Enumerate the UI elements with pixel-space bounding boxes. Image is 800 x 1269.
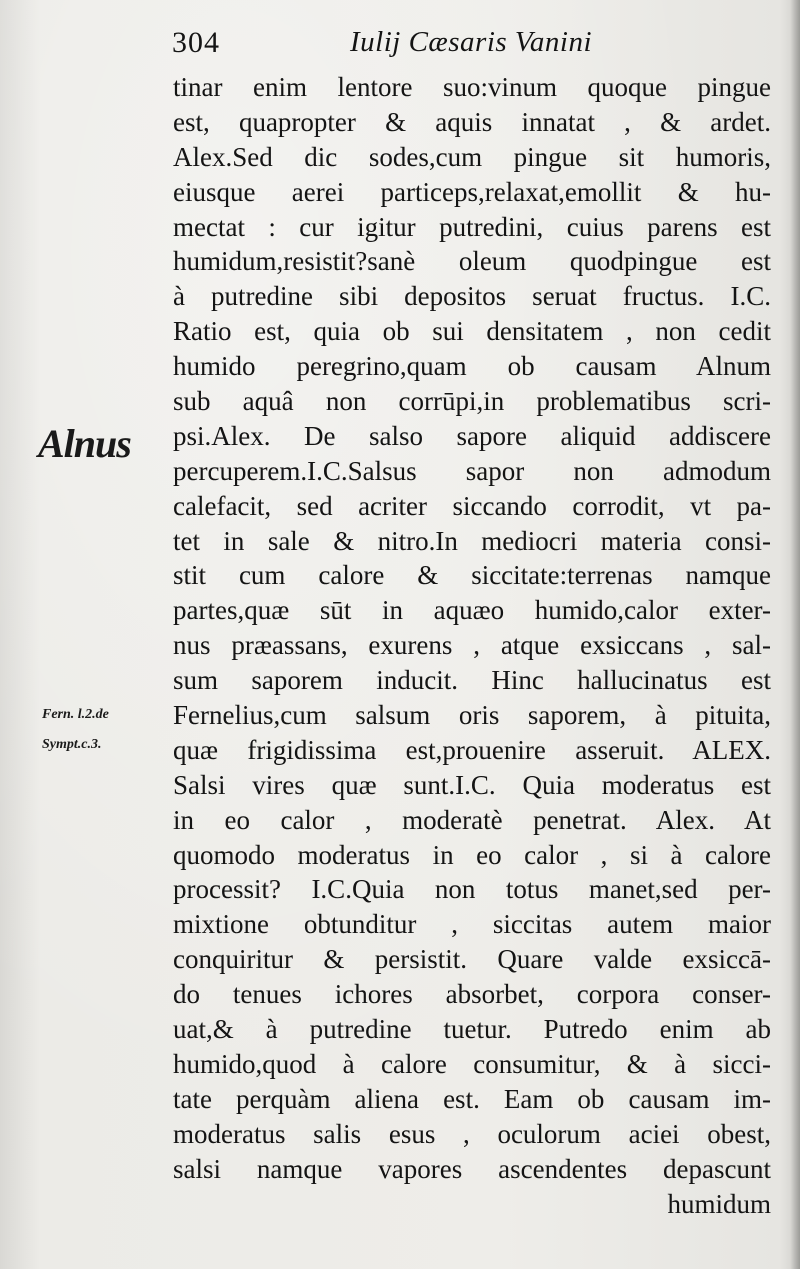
text-line: quomodo moderatus in eo calor , si à calore <box>173 839 771 870</box>
text-line: psi.Alex. De salso sapore aliquid addiscere <box>173 420 771 451</box>
margin-reference-line: Sympt.c.3. <box>42 737 102 752</box>
catchword: humidum <box>667 1188 771 1219</box>
text-line: tate perquàm aliena est. Eam ob causam im- <box>173 1083 771 1114</box>
page-header <box>172 22 762 62</box>
text-line: calefacit, sed acriter siccando corrodit, vt pa- <box>173 490 771 521</box>
text-line: in eo calor , moderatè penetrat. Alex. At <box>173 804 771 835</box>
text-line: mectat : cur igitur putredini, cuius parens est <box>173 211 771 242</box>
text-line: processit? I.C.Quia non totus manet,sed per- <box>173 874 771 905</box>
text-line: humido,quod à calore consumitur, & à sicci- <box>173 1048 771 1079</box>
text-line: quæ frigidissima est,prouenire asseruit. ALEX. <box>173 734 771 765</box>
text-line: salsi namque vapores ascendentes depascunt <box>173 1153 771 1184</box>
margin-reference <box>42 700 109 760</box>
text-line: eiusque aerei particeps,relaxat,emollit & hu- <box>173 176 771 207</box>
text-line: partes,quæ sūt in aquæo humido,calor exter- <box>173 595 771 626</box>
text-line: nus præassans, exurens , atque exsiccans , sal- <box>173 630 771 661</box>
page-edge-shadow <box>790 0 800 1269</box>
text-line: tinar enim lentore suo:vinum quoque pingue <box>173 72 771 102</box>
text-line: tet in sale & nitro.In mediocri materia consi- <box>173 525 771 556</box>
text-line: à putredine sibi depositos seruat fructus. I.C. <box>173 281 771 312</box>
text-line: uat,& à putredine tuetur. Putredo enim ab <box>173 1014 771 1045</box>
page-number: 304 <box>172 26 220 59</box>
text-line: mixtione obtunditur , siccitas autem maior <box>173 909 771 940</box>
text-line: stit cum calore & siccitate:terrenas namque <box>173 560 771 591</box>
text-line: humidum,resistit?sanè oleum quodpingue est <box>173 246 771 277</box>
text-line: sub aquâ non corrūpi,in problematibus scri- <box>173 386 771 417</box>
text-line: sum saporem inducit. Hinc hallucinatus est <box>173 665 771 696</box>
text-line: conquiritur & persistit. Quare valde exsiccā- <box>173 944 771 975</box>
text-line: est, quapropter & aquis innatat , & ardet. <box>173 106 771 137</box>
handwritten-margin-note: Alnus <box>38 421 131 466</box>
text-line: Alex.Sed dic sodes,cum pingue sit humoris, <box>173 141 771 172</box>
running-head: Iulij Cæsaris Vanini <box>350 26 593 58</box>
text-line: percuperem.I.C.Salsus sapor non admodum <box>173 455 771 486</box>
text-line: Salsi vires quæ sunt.I.C. Quia moderatus est <box>173 769 771 800</box>
text-line: Fernelius,cum salsum oris saporem, à pituita, <box>173 700 771 731</box>
body-text <box>173 70 771 1221</box>
text-line: moderatus salis esus , oculorum aciei obest, <box>173 1118 771 1149</box>
margin-reference-line: Fern. l.2.de <box>42 707 109 722</box>
text-line: Ratio est, quia ob sui densitatem , non cedit <box>173 316 771 347</box>
text-line: humido peregrino,quam ob causam Alnum <box>173 351 771 382</box>
text-line: do tenues ichores absorbet, corpora conser- <box>173 979 771 1010</box>
